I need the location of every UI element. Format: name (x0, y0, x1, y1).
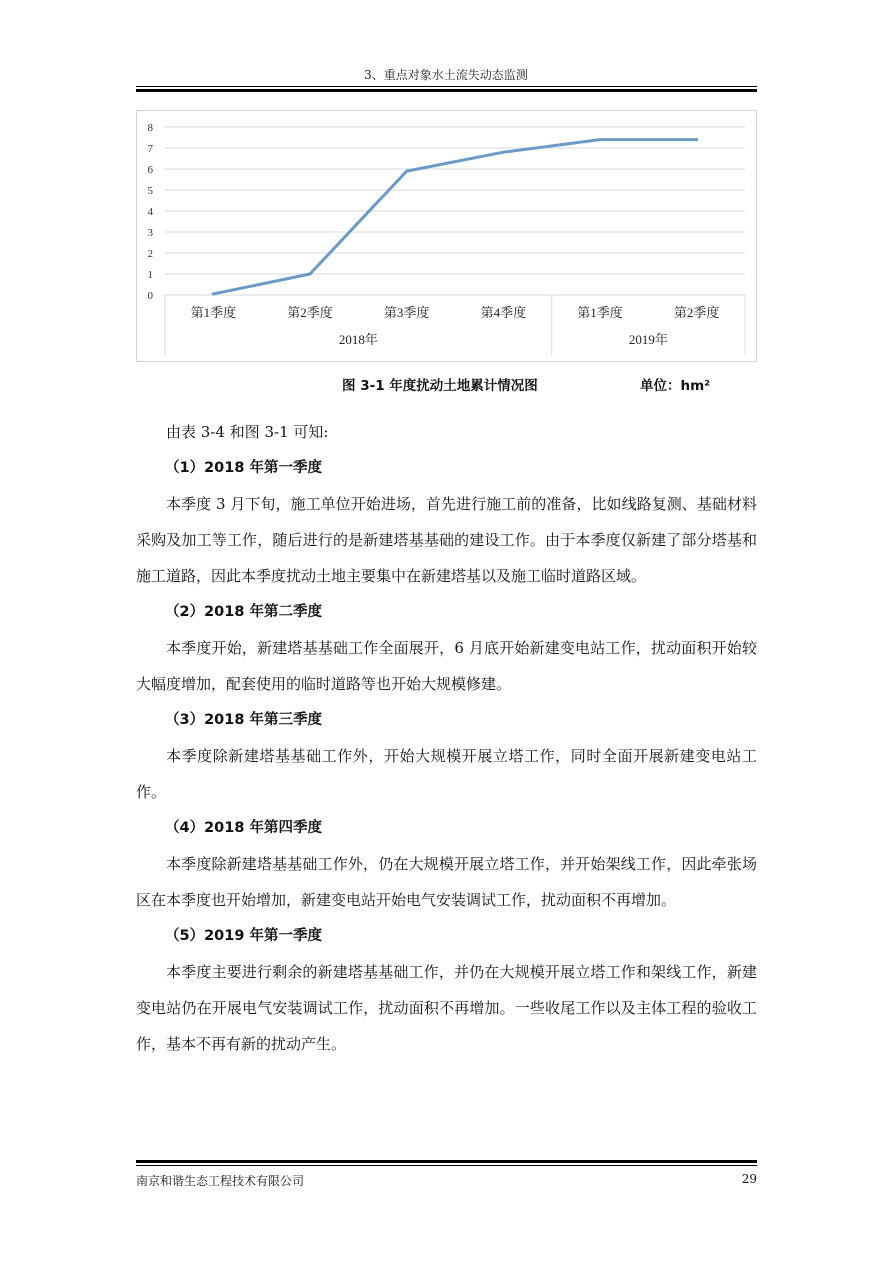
section-heading: （4）2018 年第四季度 (165, 820, 322, 836)
y-tick-label: 8 (147, 122, 153, 134)
section-heading: （2）2018 年第二季度 (165, 604, 322, 620)
figure-caption: 图 3-1 年度扰动土地累计情况图 (342, 378, 538, 394)
section-paragraph: 本季度 3 月下旬，施工单位开始进场，首先进行施工前的准备，比如线路复测、基础材料采购及加工等工作，随后进行的是新建塔基基础的建设工作。由于本季度仅新建了部分塔基和施工道路，因此本季度扰动土地主要集中在新建塔基以及施工临时道路区域。 (136, 495, 757, 585)
figure-unit-label: 单位：hm² (640, 378, 711, 394)
data-point (309, 273, 312, 276)
y-tick-label: 3 (147, 227, 153, 239)
footer-rule-thin (136, 1165, 757, 1166)
y-tick-label: 2 (147, 248, 153, 260)
data-point (695, 138, 698, 141)
x-group-label: 2019年 (628, 332, 668, 347)
y-tick-label: 6 (147, 164, 153, 176)
x-tick-label: 第2季度 (673, 305, 720, 320)
section-paragraph: 本季度主要进行剩余的新建塔基基础工作，并仍在大规模开展立塔工作和架线工作，新建变电站仍在开展电气安装调试工作，扰动面积不再增加。一些收尾工作以及主体工程的验收工作，基本不再有新的扰动产生。 (136, 963, 757, 1053)
header-rule-thick (136, 89, 757, 92)
x-group-label: 2018年 (338, 332, 378, 347)
disturbance-area-chart (136, 110, 757, 362)
data-point (405, 170, 408, 173)
section-paragraph: 本季度开始，新建塔基基础工作全面展开，6 月底开始新建变电站工作，扰动面积开始较大幅度增加，配套使用的临时道路等也开始大规模修建。 (136, 639, 757, 693)
section-heading: （5）2019 年第一季度 (165, 928, 322, 944)
footer-company: 南京和谐生态工程技术有限公司 (136, 1174, 305, 1188)
chart-canvas (137, 111, 756, 361)
data-point (599, 138, 602, 141)
x-tick-label: 第2季度 (287, 305, 333, 320)
header-rule-thin (136, 86, 757, 87)
y-tick-label: 4 (147, 206, 153, 218)
y-tick-label: 0 (147, 290, 153, 302)
data-point (212, 292, 215, 295)
section-paragraph: 本季度除新建塔基基础工作外，仍在大规模开展立塔工作，并开始架线工作，因此牵张场区在本季度也开始增加，新建变电站开始电气安装调试工作，扰动面积不再增加。 (136, 855, 757, 909)
data-point (502, 151, 505, 154)
y-tick-label: 5 (147, 185, 153, 197)
x-tick-label: 第1季度 (577, 305, 623, 320)
body-content (136, 414, 757, 1062)
section-heading: （1）2018 年第一季度 (165, 460, 322, 476)
x-tick-label: 第4季度 (480, 305, 527, 320)
running-header-title: 3、重点对象水土流失动态监测 (364, 68, 528, 82)
y-tick-label: 7 (147, 143, 153, 155)
footer-rule-thick (136, 1160, 757, 1163)
section-heading: （3）2018 年第三季度 (165, 712, 322, 728)
footer-page-number: 29 (741, 1172, 757, 1186)
x-tick-label: 第3季度 (383, 305, 430, 320)
section-paragraph: 本季度除新建塔基基础工作外，开始大规模开展立塔工作，同时全面开展新建变电站工作。 (136, 747, 757, 801)
series-line (213, 140, 696, 294)
intro-paragraph: 由表 3-4 和图 3-1 可知: (166, 423, 329, 441)
y-tick-label: 1 (147, 269, 153, 281)
x-tick-label: 第1季度 (190, 305, 237, 320)
